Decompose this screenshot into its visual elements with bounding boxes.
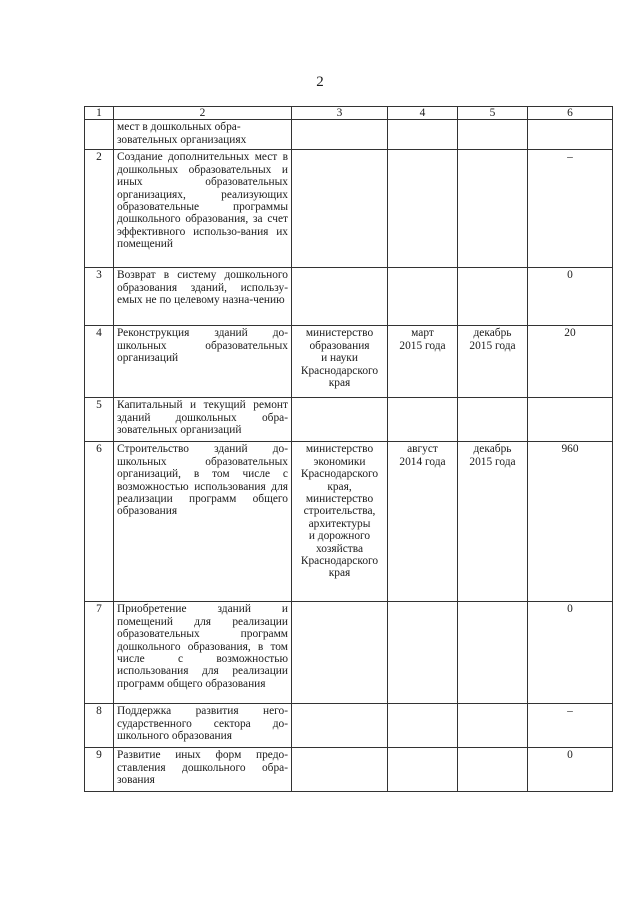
indicator-value: 0 [528, 748, 613, 792]
column-header-2: 2 [114, 107, 292, 120]
activity-name-text: Развитие иных форм предо-ставления дошкольного обра-зования [117, 749, 288, 787]
table-row [85, 398, 613, 442]
responsible-executor [292, 398, 388, 442]
column-header-6: 6 [528, 107, 613, 120]
row-number: 7 [85, 602, 114, 704]
responsible-executor [292, 442, 388, 602]
end-date [458, 150, 528, 268]
activity-name [114, 150, 292, 268]
activity-name [114, 268, 292, 326]
table-row [85, 602, 613, 704]
program-table [84, 106, 613, 792]
indicator-value: 0 [528, 602, 613, 704]
end-date [458, 602, 528, 704]
responsible-executor [292, 150, 388, 268]
start-date [388, 120, 458, 150]
start-date [388, 704, 458, 748]
start-date [388, 268, 458, 326]
start-date [388, 442, 458, 602]
activity-name-text: мест в дошкольных обра- зовательных организациях [117, 121, 247, 146]
responsible-executor [292, 602, 388, 704]
responsible-text: министерство экономики Краснодарского края, министерство строительства, архитектуры и дорожного хозяйства Краснодарского края [300, 443, 379, 580]
end-date-text: декабрь 2015 года [469, 443, 516, 468]
activity-name-text: Строительство зданий до-школьных образовательных организаций, в том числе с возможностью использования для реализации программ общего образования [117, 443, 288, 518]
table-row [85, 120, 613, 150]
column-header-3: 3 [292, 107, 388, 120]
end-date [458, 326, 528, 398]
end-date [458, 442, 528, 602]
responsible-text: министерство образования и науки Краснодарского края [300, 327, 379, 390]
table-row [85, 748, 613, 792]
indicator-value [528, 398, 613, 442]
activity-name [114, 398, 292, 442]
row-number: 2 [85, 150, 114, 268]
table-row [85, 704, 613, 748]
activity-name [114, 602, 292, 704]
column-header-4: 4 [388, 107, 458, 120]
indicator-value: – [528, 150, 613, 268]
row-number: 9 [85, 748, 114, 792]
start-date [388, 326, 458, 398]
responsible-executor [292, 704, 388, 748]
end-date [458, 120, 528, 150]
row-number: 6 [85, 442, 114, 602]
column-header-5: 5 [458, 107, 528, 120]
indicator-value: 0 [528, 268, 613, 326]
responsible-executor [292, 120, 388, 150]
start-date [388, 150, 458, 268]
row-number: 3 [85, 268, 114, 326]
table-row [85, 268, 613, 326]
indicator-value: 960 [528, 442, 613, 602]
activity-name-text: Реконструкция зданий до-школьных образовательных организаций [117, 327, 288, 365]
page-number: 2 [316, 74, 324, 90]
row-number: 8 [85, 704, 114, 748]
table-row [85, 326, 613, 398]
end-date [458, 704, 528, 748]
activity-name [114, 442, 292, 602]
end-date [458, 398, 528, 442]
activity-name-text: Создание дополнительных мест в дошкольных образовательных и иных образовательных организациях, реализующих образовательные программы дошкольного образования, за счет эффективного использо-вания их помещений [117, 151, 288, 251]
end-date [458, 748, 528, 792]
activity-name-text: Капитальный и текущий ремонт зданий дошкольных обра-зовательных организаций [117, 399, 288, 437]
activity-name [114, 704, 292, 748]
column-header-1: 1 [85, 107, 114, 120]
start-date-text: август 2014 года [399, 443, 446, 468]
responsible-executor [292, 268, 388, 326]
start-date [388, 398, 458, 442]
activity-name-text: Приобретение зданий и помещений для реализации образовательных программ дошкольного образования, в том числе с возможностью использования для реализации программ общего образования [117, 603, 288, 690]
responsible-executor [292, 748, 388, 792]
start-date [388, 748, 458, 792]
activity-name [114, 326, 292, 398]
activity-name-text: Возврат в систему дошкольного образования зданий, использу-емых не по целевому назна-чению [117, 269, 288, 307]
row-number [85, 120, 114, 150]
row-number: 5 [85, 398, 114, 442]
row-number: 4 [85, 326, 114, 398]
indicator-value: – [528, 704, 613, 748]
activity-name [114, 748, 292, 792]
start-date [388, 602, 458, 704]
start-date-text: март 2015 года [399, 327, 446, 352]
activity-name-text: Поддержка развития него-сударственного сектора до-школьного образования [117, 705, 288, 743]
table-header-row [85, 107, 613, 120]
indicator-value [528, 120, 613, 150]
table-row [85, 442, 613, 602]
activity-name [114, 120, 292, 150]
responsible-executor [292, 326, 388, 398]
indicator-value: 20 [528, 326, 613, 398]
table-row [85, 150, 613, 268]
end-date [458, 268, 528, 326]
end-date-text: декабрь 2015 года [469, 327, 516, 352]
